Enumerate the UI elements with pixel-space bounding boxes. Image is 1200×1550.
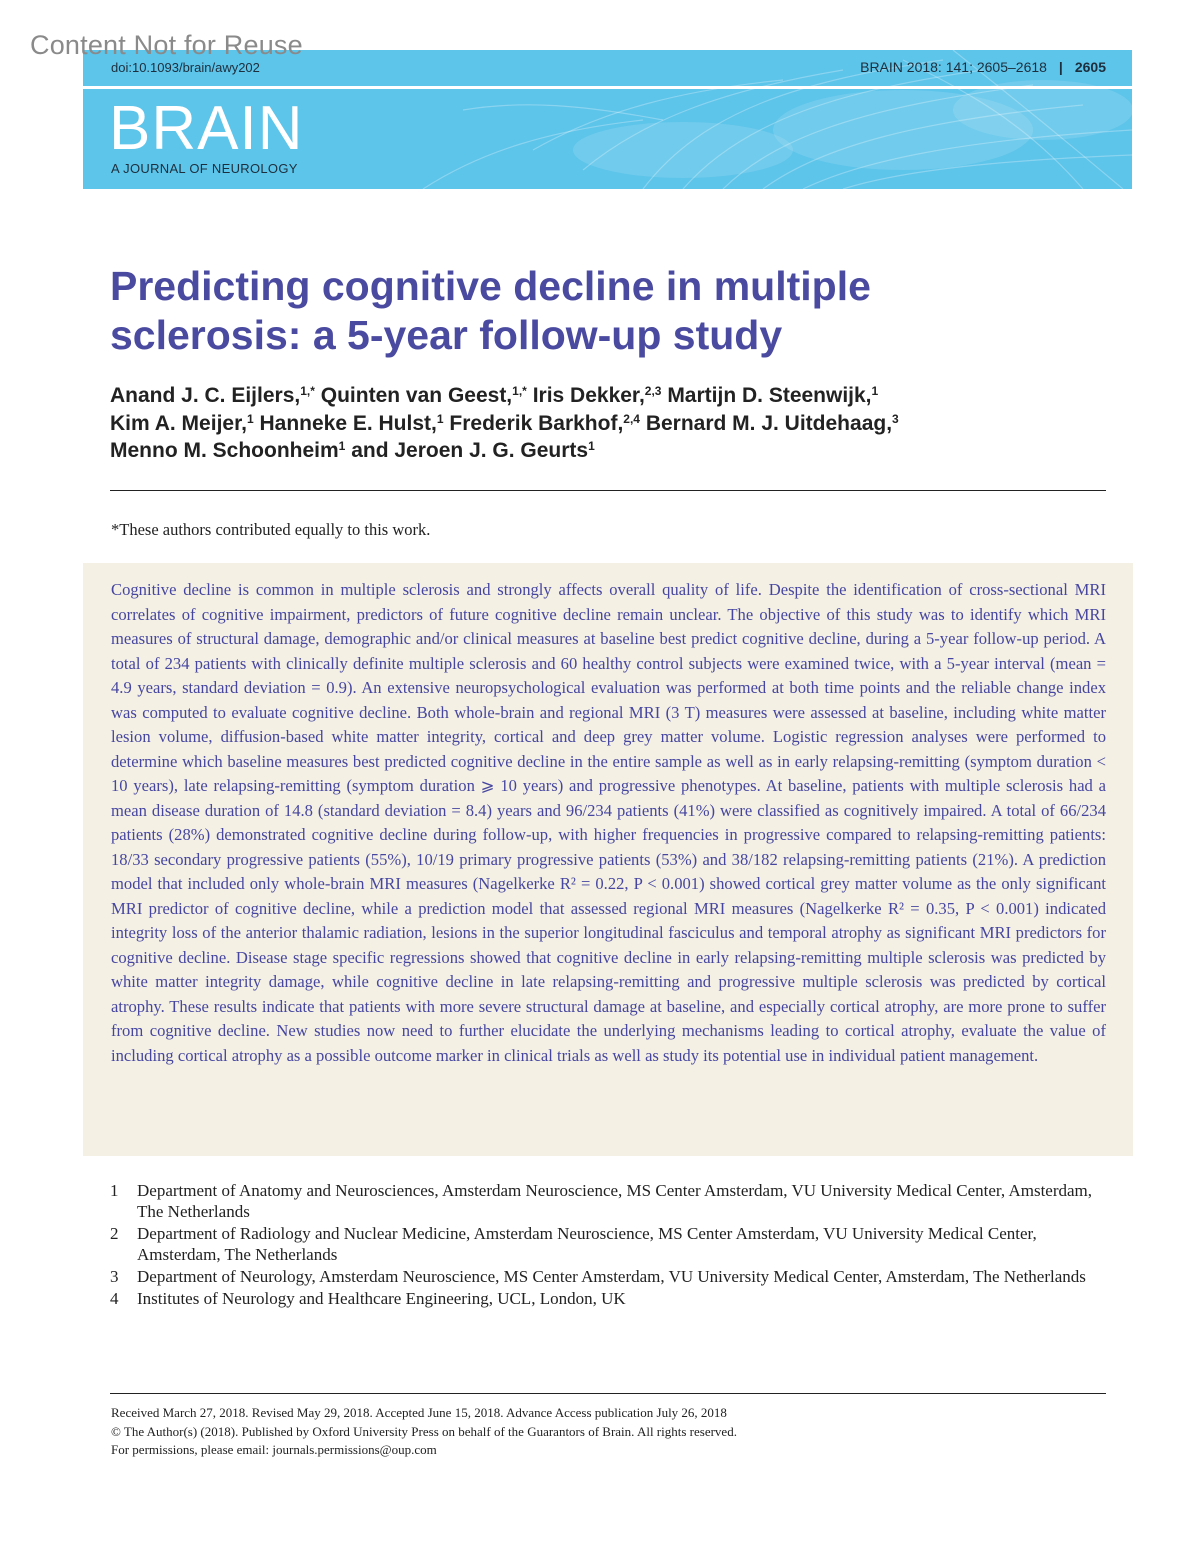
author-affiliation: 3: [892, 411, 899, 426]
affiliation-text: Department of Radiology and Nuclear Medicine, Amsterdam Neuroscience, MS Center Amsterdam, VU University Medical Center, Amsterdam, The Netherlands: [137, 1224, 1037, 1264]
affiliation-item: [110, 1180, 1106, 1222]
title-line-1: Predicting cognitive decline in multiple: [110, 263, 871, 309]
journal-logo: BRAIN: [109, 94, 304, 163]
author-affiliation: 1: [436, 411, 444, 426]
author-name: Hanneke E. Hulst,: [259, 411, 437, 435]
citation-text: BRAIN 2018: 141; 2605–2618: [860, 59, 1047, 75]
affiliation-item: [110, 1266, 1106, 1287]
affiliation-item: [110, 1288, 1106, 1309]
journal-subtitle: A JOURNAL OF NEUROLOGY: [111, 161, 298, 176]
title-line-2: sclerosis: a 5-year follow-up study: [110, 312, 783, 358]
permissions-notice: For permissions, please email: journals.permissions@oup.com: [111, 1442, 437, 1457]
author-affiliation: 1,*: [300, 384, 315, 398]
author-affiliation: 1: [871, 384, 879, 398]
equal-contribution-note: *These authors contributed equally to this work.: [111, 520, 431, 539]
author-name: Iris Dekker,: [532, 384, 645, 407]
author-affiliation: 2,3: [644, 384, 662, 398]
affiliation-text: Department of Neurology, Amsterdam Neuroscience, MS Center Amsterdam, VU University Medical Center, Amsterdam, The Netherlands: [137, 1267, 1086, 1286]
footer-divider: [110, 1393, 1106, 1394]
affiliation-number: 2: [110, 1224, 119, 1243]
page-number: 2605: [1074, 59, 1106, 75]
abstract-box: [83, 563, 1133, 1156]
title-divider: [110, 490, 1106, 491]
watermark-text: Content Not for Reuse: [30, 30, 303, 60]
author-name: and Jeroen J. G. Geurts: [351, 439, 589, 462]
citation-separator: |: [1058, 59, 1063, 75]
author-name: Kim A. Meijer,: [110, 411, 247, 435]
author-name: Martijn D. Steenwijk,: [667, 384, 872, 407]
author-list: [110, 382, 1110, 465]
publication-footer: [111, 1404, 1107, 1460]
citation-info: [860, 59, 1106, 75]
affiliation-number: 4: [110, 1289, 119, 1308]
affiliation-text: Department of Anatomy and Neurosciences, Amsterdam Neuroscience, MS Center Amsterdam, VU University Medical Center, Amsterdam, The Netherlands: [137, 1181, 1093, 1221]
doi-text: doi:10.1093/brain/awy202: [111, 60, 260, 75]
author-name: Anand J. C. Eijlers,: [110, 384, 301, 407]
author-affiliation: 1: [246, 411, 254, 426]
author-name: Frederik Barkhof,: [449, 411, 624, 435]
copyright-notice: © The Author(s) (2018). Published by Oxford University Press on behalf of the Guarantors of Brain. All rights reserved.: [111, 1423, 737, 1439]
author-name: Menno M. Schoonheim: [110, 439, 339, 462]
author-name: Quinten van Geest,: [320, 384, 513, 407]
author-affiliation: 2,4: [623, 411, 640, 426]
publication-history: Received March 27, 2018. Revised May 29, 2018. Accepted June 15, 2018. Advance Access publication July 26, 2018: [111, 1405, 727, 1420]
affiliation-item: [110, 1223, 1106, 1265]
affiliation-list: [110, 1180, 1106, 1310]
affiliation-text: Institutes of Neurology and Healthcare Engineering, UCL, London, UK: [137, 1289, 626, 1308]
author-affiliation: 1,*: [512, 384, 527, 398]
abstract-text: Cognitive decline is common in multiple sclerosis and strongly affects overall quality of life. Despite the identification of cross-sectional MRI correlates of cognitive impairment, predictors of future cognitive decline remain unclear. The objective of this study was to identify which MRI measures of structural damage, demographic and/or clinical measures at baseline best predict cognitive decline, during a 5-year follow-up period. A total of 234 patients with clinically definite multiple sclerosis and 60 healthy control subjects were examined twice, with a 5-year interval (mean = 4.9 years, standard deviation = 0.9). An extensive neuropsychological evaluation was performed at both time points and the reliable change index was computed to evaluate cognitive decline. Both whole-brain and regional MRI (3 T) measures were assessed at baseline, including white matter lesion volume, diffusion-based white matter integrity, cortical and deep grey matter volume. Logistic regression analyses were performed to determine which baseline measures best predicted cognitive decline in the entire sample as well as in early relapsing-remitting (symptom duration < 10 years), late relapsing-remitting (symptom duration ⩾ 10 years) and progressive phenotypes. At baseline, patients with multiple sclerosis had a mean disease duration of 14.8 (standard deviation = 8.4) years and 96/234 patients (41%) were classified as cognitively impaired. A total of 66/234 patients (28%) demonstrated cognitive decline during follow-up, with higher frequencies in progressive compared to relapsing-remitting patients: 18/33 secondary progressive patients (55%), 10/19 primary progressive patients (53%) and 38/182 relapsing-remitting patients (21%). A prediction model that included only whole-brain MRI measures (Nagelkerke R² = 0.22, P < 0.001) showed cortical grey matter volume as the only significant MRI predictor of cognitive decline, while a prediction model that assessed regional MRI measures (Nagelkerke R² = 0.35, P < 0.001) indicated integrity loss of the anterior thalamic radiation, lesions in the superior longitudinal fasciculus and temporal atrophy as significant MRI predictors for cognitive decline. Disease stage specific regressions showed that cognitive decline in early relapsing-remitting multiple sclerosis was predicted by white matter integrity damage, while cognitive decline in late relapsing-remitting and progressive multiple sclerosis was predicted by cortical atrophy. These results indicate that patients with more severe structural damage at baseline, and especially cortical atrophy, are more prone to suffer from cognitive decline. New studies now need to further elucidate the underlying mechanisms leading to cortical atrophy, evaluate the value of including cortical atrophy as a possible outcome marker in clinical trials as well as study its potential use in individual patient management.: [111, 580, 1106, 1065]
affiliation-number: 1: [110, 1181, 119, 1200]
journal-banner: [83, 50, 1132, 189]
article-title: [110, 262, 1110, 360]
author-affiliation: 1: [338, 439, 346, 453]
author-name: Bernard M. J. Uitdehaag,: [645, 411, 893, 435]
author-affiliation: 1: [588, 439, 595, 453]
affiliation-number: 3: [110, 1267, 119, 1286]
